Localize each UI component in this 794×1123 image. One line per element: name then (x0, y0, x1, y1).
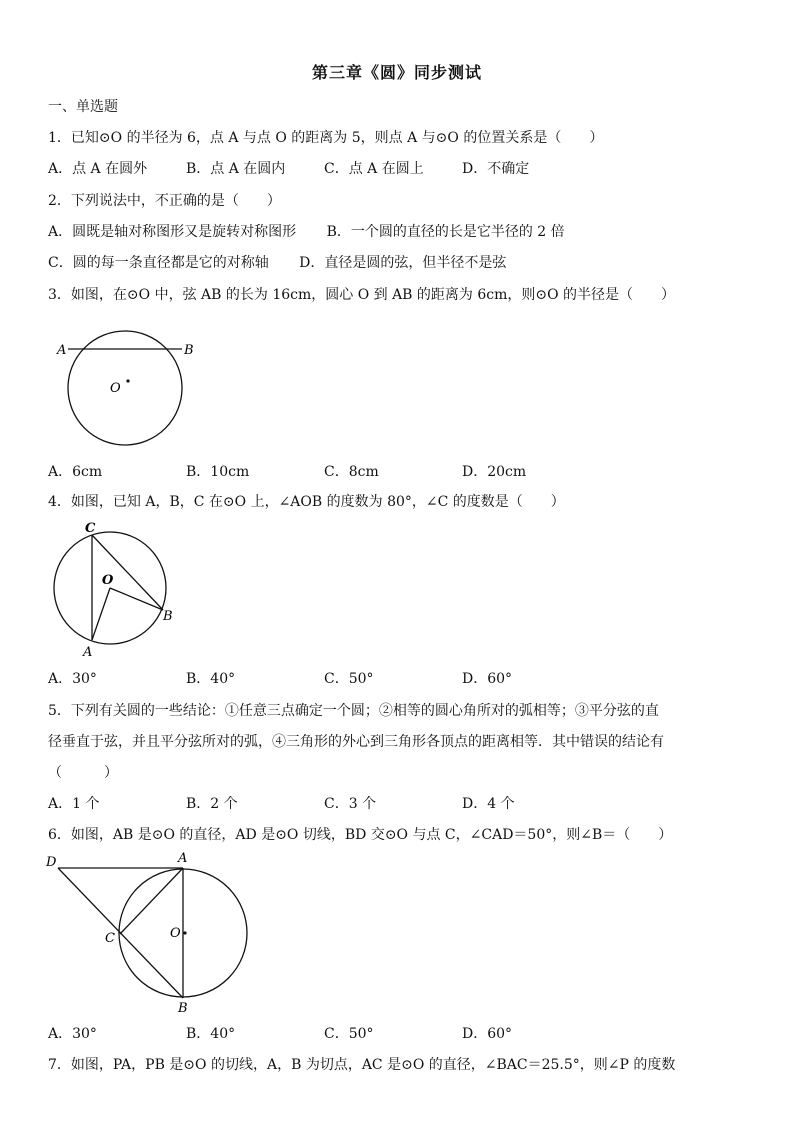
label-a: A (178, 851, 188, 866)
question-5-line-2: 径垂直于弦，并且平分弦所对的弧，④三角形的外心到三角形各顶点的距离相等．其中错误的结论有 (48, 734, 664, 750)
question-6-figure (44, 848, 254, 1018)
question-7-stem: 7．如图，PA，PB 是⊙O 的切线，A，B 为切点，AC 是⊙O 的直径，∠BAC＝25.5°，则∠P 的度数 (48, 1057, 676, 1073)
label-a: A (83, 645, 93, 660)
option-c: C．50° (324, 671, 374, 687)
option-d: D．60° (462, 671, 513, 687)
segment-ob (110, 588, 163, 610)
question-5-options (48, 793, 768, 813)
option-a: A．30° (48, 1026, 97, 1042)
page-title: 第三章《圆》同步测试 (311, 63, 482, 82)
label-a: A (57, 343, 67, 358)
label-b: B (184, 343, 194, 358)
option-d: D．4 个 (462, 796, 515, 812)
option-d: D．60° (462, 1026, 513, 1042)
option-d: D．直径是圆的弦，但半径不是弦 (299, 255, 507, 271)
question-2-options-row-1 (48, 221, 565, 241)
question-5-line-3: （ ） (48, 765, 118, 781)
label-o: O (102, 573, 114, 588)
option-a: A．1 个 (48, 796, 100, 812)
question-4-stem: 4．如图，已知 A，B，C 在⊙O 上，∠AOB 的度数为 80°，∠C 的度数是（ ） (48, 494, 565, 510)
question-3-stem: 3．如图，在⊙O 中，弦 AB 的长为 16cm，圆心 O 到 AB 的距离为 6cm，则⊙O 的半径是（ ） (48, 287, 676, 303)
center-point (183, 931, 186, 934)
option-b: B．40° (186, 671, 236, 687)
question-2-options-row-2 (48, 252, 506, 272)
option-b: B．2 个 (186, 796, 238, 812)
question-1-stem: 1．已知⊙O 的半径为 6，点 A 与点 O 的距离为 5，则点 A 与⊙O 的位置关系是（ ） (48, 130, 604, 146)
question-3-figure (50, 330, 220, 450)
option-a: A．点 A 在圆外 (48, 161, 148, 177)
option-c: C．圆的每一条直径都是它的对称轴 (48, 255, 269, 271)
label-b: B (178, 1001, 188, 1016)
option-a: A．圆既是轴对称图形又是旋转对称图形 (48, 224, 297, 240)
option-b: B．10cm (186, 464, 250, 480)
option-a: A．6cm (48, 464, 103, 480)
label-d: D (46, 855, 57, 870)
question-2-stem: 2．下列说法中，不正确的是（ ） (48, 193, 281, 209)
option-b: B．40° (186, 1026, 236, 1042)
center-point (126, 379, 129, 382)
option-d: D．20cm (462, 464, 527, 480)
question-5-line-1: 5．下列有关圆的一些结论：①任意三点确定一个圆；②相等的圆心角所对的弧相等；③平分弦的直 (48, 703, 659, 719)
option-d: D．不确定 (462, 161, 530, 177)
option-c: C．8cm (324, 464, 379, 480)
question-1-options (48, 158, 768, 178)
question-4-figure (48, 518, 188, 663)
label-c: C (85, 521, 96, 536)
segment-oa (92, 588, 110, 640)
question-3-options (48, 461, 768, 481)
option-b: B．点 A 在圆内 (186, 161, 286, 177)
option-c: C．3 个 (324, 796, 377, 812)
question-6-stem: 6．如图，AB 是⊙O 的直径，AD 是⊙O 切线，BD 交⊙O 与点 C，∠CAD＝50°，则∠B＝（ ） (48, 827, 673, 843)
question-4-options (48, 668, 768, 688)
section-heading: 一、单选题 (48, 99, 118, 115)
label-b: B (163, 609, 173, 624)
label-o: O (170, 926, 181, 941)
option-c: C．点 A 在圆上 (324, 161, 424, 177)
option-b: B．一个圆的直径的长是它半径的 2 倍 (326, 224, 565, 240)
circle (68, 331, 182, 445)
label-o: O (110, 381, 121, 396)
option-a: A．30° (48, 671, 97, 687)
question-6-options (48, 1023, 768, 1043)
option-c: C．50° (324, 1026, 374, 1042)
label-c: C (105, 931, 115, 946)
